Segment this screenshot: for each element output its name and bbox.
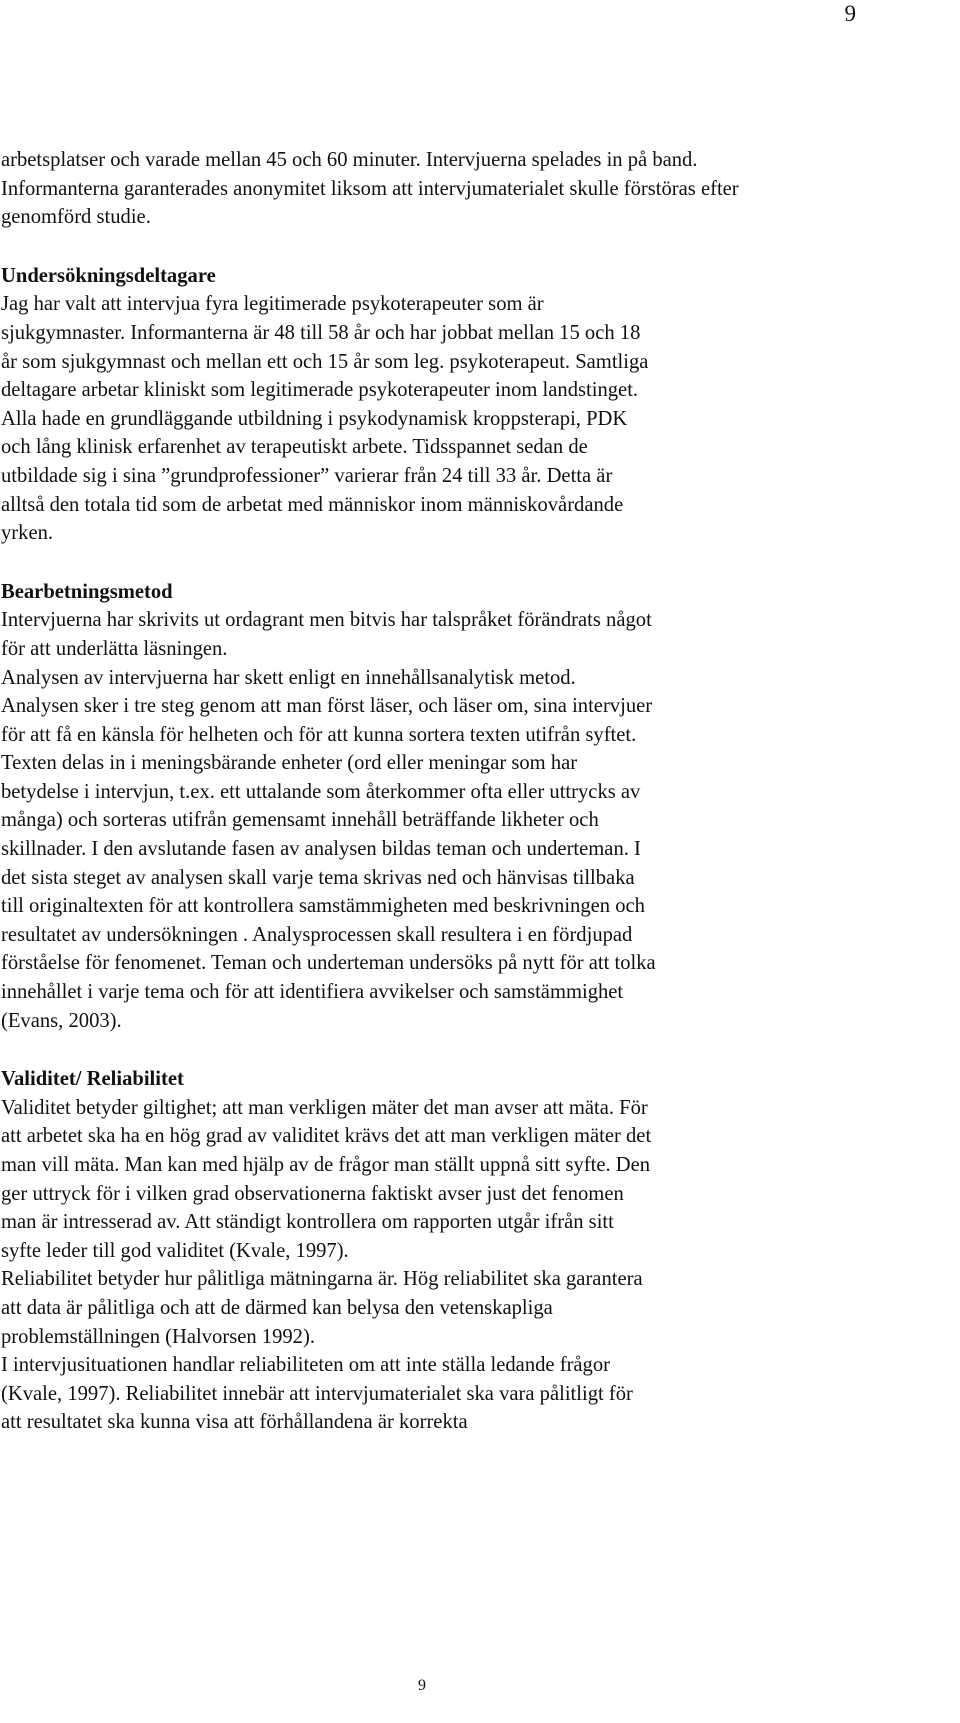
text-line: att resultatet ska kunna visa att förhållandena är korrekta [1,1411,468,1434]
paragraph-gap [1,548,871,578]
section-heading: Validitet/ Reliabilitet [1,1068,184,1091]
text-line: (Kvale, 1997). Reliabilitet innebär att intervjumaterialet ska vara pålitligt för [1,1382,633,1405]
text-line: sjukgymnaster. Informanterna är 48 till 58 år och har jobbat mellan 15 och 18 [1,321,641,344]
text-line: Reliabilitet betyder hur pålitliga mätningarna är. Hög reliabilitet ska garantera [1,1268,643,1291]
text-line: man vill mäta. Man kan med hjälp av de frågor man ställt uppnå sitt syfte. Den [1,1154,651,1176]
section-bearbetningsmetod [1,578,871,1036]
text-line: syfte leder till god validitet (Kvale, 1997). [1,1239,349,1262]
paragraph-gap [1,232,871,262]
text-line: Jag har valt att intervjua fyra legitimerade psykoterapeuter som är [1,293,544,316]
text-line: yrken. [1,522,54,545]
text-line: betydelse i intervjun, t.ex. ett uttalande som återkommer ofta eller uttrycks av [1,780,641,803]
document-body [1,146,871,1437]
text-line: deltagare arbetar kliniskt som legitimerade psykoterapeuter inom landstinget. [1,379,639,402]
text-line: Analysen sker i tre steg genom att man först läser, och läser om, sina intervjuer [1,695,653,718]
text-line: man är intresserad av. Att ständigt kontrollera om rapporten utgår ifrån sitt [1,1211,614,1234]
text-line: innehållet i varje tema och för att identifiera avvikelser och samstämmighet [1,981,624,1004]
text-line: Validitet betyder giltighet; att man verkligen mäter det man avser att mäta. För [1,1096,648,1119]
intro-paragraph [1,146,871,232]
text-line: Informanterna garanterades anonymitet liksom att intervjumaterialet skulle förstöras efter [1,177,739,200]
text-line: (Evans, 2003). [1,1009,122,1032]
page-number-top: 9 [844,1,856,26]
text-line: för att få en känsla för helheten och för att kunna sortera texten utifrån syftet. [1,723,637,746]
text-line: genomförd studie. [1,206,151,229]
section-validitet-reliabilitet [1,1065,871,1437]
text-line: utbildade sig i sina ”grundprofessioner” varierar från 24 till 33 år. Detta är [1,464,613,487]
section-heading: Bearbetningsmetod [1,580,173,603]
text-line: resultatet av undersökningen . Analysprocessen skall resultera i en fördjupad [1,923,633,946]
text-line: för att underlätta läsningen. [1,637,228,660]
text-line: I intervjusituationen handlar reliabiliteten om att inte ställa ledande frågor [1,1354,611,1377]
text-line: det sista steget av analysen skall varje tema skrivas ned och hänvisas tillbaka [1,866,635,889]
paragraph-gap [1,1035,871,1065]
text-line: alltså den totala tid som de arbetat med människor inom människovårdande [1,493,624,516]
text-line: Texten delas in i meningsbärande enheter (ord eller meningar som har [1,752,578,775]
text-line: många) och sorteras utifrån gemensamt innehåll beträffande likheter och [1,809,599,832]
text-line: till originaltexten för att kontrollera samstämmigheten med beskrivningen och [1,895,645,918]
page-number-bottom: 9 [418,1677,426,1694]
section-undersokningsdeltagare [1,262,871,548]
text-line: Analysen av intervjuerna har skett enligt en innehållsanalytisk metod. [1,666,576,689]
text-line: år som sjukgymnast och mellan ett och 15 år som leg. psykoterapeut. Samtliga [1,350,649,373]
text-line: att arbetet ska ha en hög grad av validitet krävs det att man verkligen mäter det [1,1125,652,1148]
text-line: Intervjuerna har skrivits ut ordagrant men bitvis har talspråket förändrats något [1,609,652,632]
text-line: ger uttryck för i vilken grad observationerna faktiskt avser just det fenomen [1,1182,624,1205]
text-line: arbetsplatser och varade mellan 45 och 60 minuter. Intervjuerna spelades in på band. [1,149,698,171]
text-line: och lång klinisk erfarenhet av terapeutiskt arbete. Tidsspannet sedan de [1,436,588,459]
text-line: skillnader. I den avslutande fasen av analysen bildas teman och underteman. I [1,838,641,861]
text-line: Alla hade en grundläggande utbildning i psykodynamisk kroppsterapi, PDK [1,407,628,430]
text-line: att data är pålitliga och att de därmed kan belysa den vetenskapliga [1,1296,553,1319]
text-line: problemställningen (Halvorsen 1992). [1,1325,315,1348]
section-heading: Undersökningsdeltagare [1,264,216,287]
text-line: förståelse för fenomenet. Teman och underteman undersöks på nytt för att tolka [1,952,656,975]
